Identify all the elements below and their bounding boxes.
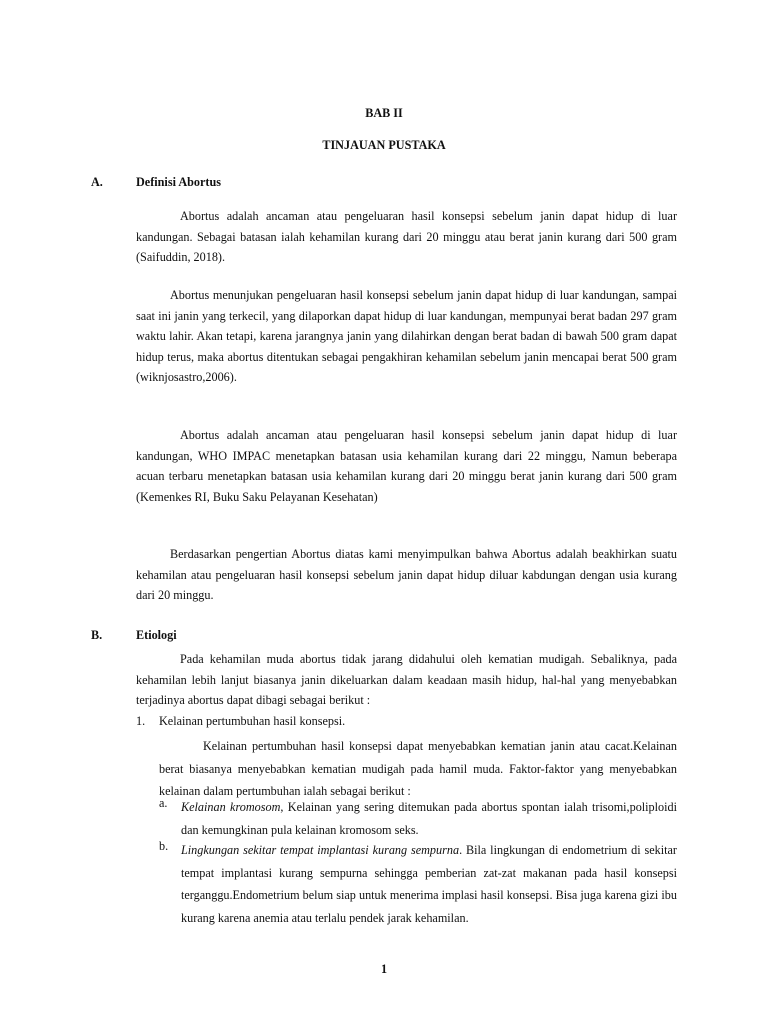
section-b-heading: Etiologi bbox=[136, 628, 177, 642]
section-a-paragraph-1: Abortus adalah ancaman atau pengeluaran hasil konsepsi sebelum janin dapat hidup di luar kandungan. Sebagai batasan ialah kehamilan kurang dari 20 minggu atau berat janin kurang dari 500 gram (Saifuddin, 2018). bbox=[136, 209, 677, 264]
sub-item-b-label: b. bbox=[159, 839, 169, 853]
list-item-1-title: Kelainan pertumbuhan hasil konsepsi. bbox=[159, 714, 346, 728]
chapter-label: BAB II bbox=[365, 106, 403, 120]
page-title: TINJAUAN PUSTAKA bbox=[322, 138, 446, 152]
section-a-letter: A. bbox=[91, 175, 103, 189]
sub-item-a-body bbox=[181, 796, 677, 841]
section-a-paragraph-3: Abortus adalah ancaman atau pengeluaran hasil konsepsi sebelum janin dapat hidup di luar kandungan, WHO IMPAC menetapkan batasan usia kehamilan kurang dari 22 minggu, Namun beberapa acuan terbaru menetapkan batasan usia kehamilan kurang dari 20 minggu berat janin kurang dari 500 gram (Kemenkes RI, Buku Saku Pelayanan Kesehatan) bbox=[136, 428, 677, 504]
list-item-1-body: Kelainan pertumbuhan hasil konsepsi dapat menyebabkan kematian janin atau cacat.Kelainan berat biasanya menyebabkan kematian mudigah pada hamil muda. Faktor-faktor yang menyebabkan kelainan dalam pertumbuhan ialah sebagai berikut : bbox=[159, 739, 677, 798]
sub-item-b-text: . Bila lingkungan di endometrium di sekitar tempat implantasi kurang sempurna sehingga pemberian zat-zat makanan pada hasil konsepsi terganggu.Endometrium belum siap untuk menerima implasi hasil konsepsi. Bisa juga karena gizi ibu kurang karena anemia atau terlalu pendek jarak kehamilan. bbox=[181, 843, 677, 925]
sub-item-a-label: a. bbox=[159, 796, 168, 810]
section-a-heading: Definisi Abortus bbox=[136, 175, 221, 189]
page-number: 1 bbox=[380, 962, 388, 976]
list-item-1-number: 1. bbox=[136, 714, 146, 728]
sub-item-b-body bbox=[181, 839, 677, 929]
section-a-paragraph-4: Berdasarkan pengertian Abortus diatas kami menyimpulkan bahwa Abortus adalah beakhirkan suatu kehamilan atau pengeluaran hasil konsepsi sebelum janin dapat hidup diluar kabdungan dengan usia kurang dari 20 minggu. bbox=[136, 547, 677, 602]
sub-item-a-text: , Kelainan yang sering ditemukan pada abortus spontan ialah trisomi,poliploidi dan kemungkinan pula kelainan kromosom seks. bbox=[181, 800, 677, 837]
section-a-paragraph-2: Abortus menunjukan pengeluaran hasil konsepsi sebelum janin dapat hidup di luar kandungan, sampai saat ini janin yang terkecil, yang dilaporkan dapat hidup di luar kandungan, mempunyai berat badan 297 gram waktu lahir. Akan tetapi, karena jarangnya janin yang dilahirkan dengan berat badan di bawah 500 gram dapat hidup terus, maka abortus ditentukan sebagai pengakhiran kehamilan sebelum janin mencapai berat 500 gram (wiknjosastro,2006). bbox=[136, 288, 677, 384]
sub-item-b-term: Lingkungan sekitar tempat implantasi kurang sempurna bbox=[181, 843, 460, 857]
sub-item-a-term: Kelainan kromosom bbox=[181, 800, 281, 814]
section-b-intro: Pada kehamilan muda abortus tidak jarang didahului oleh kematian mudigah. Sebaliknya, pada kehamilan lebih lanjut biasanya janin dikeluarkan dalam keadaan masih hidup, hal-hal yang menyebabkan terjadinya abortus dapat dibagi sebagai berikut : bbox=[136, 652, 677, 707]
section-b-letter: B. bbox=[91, 628, 103, 642]
